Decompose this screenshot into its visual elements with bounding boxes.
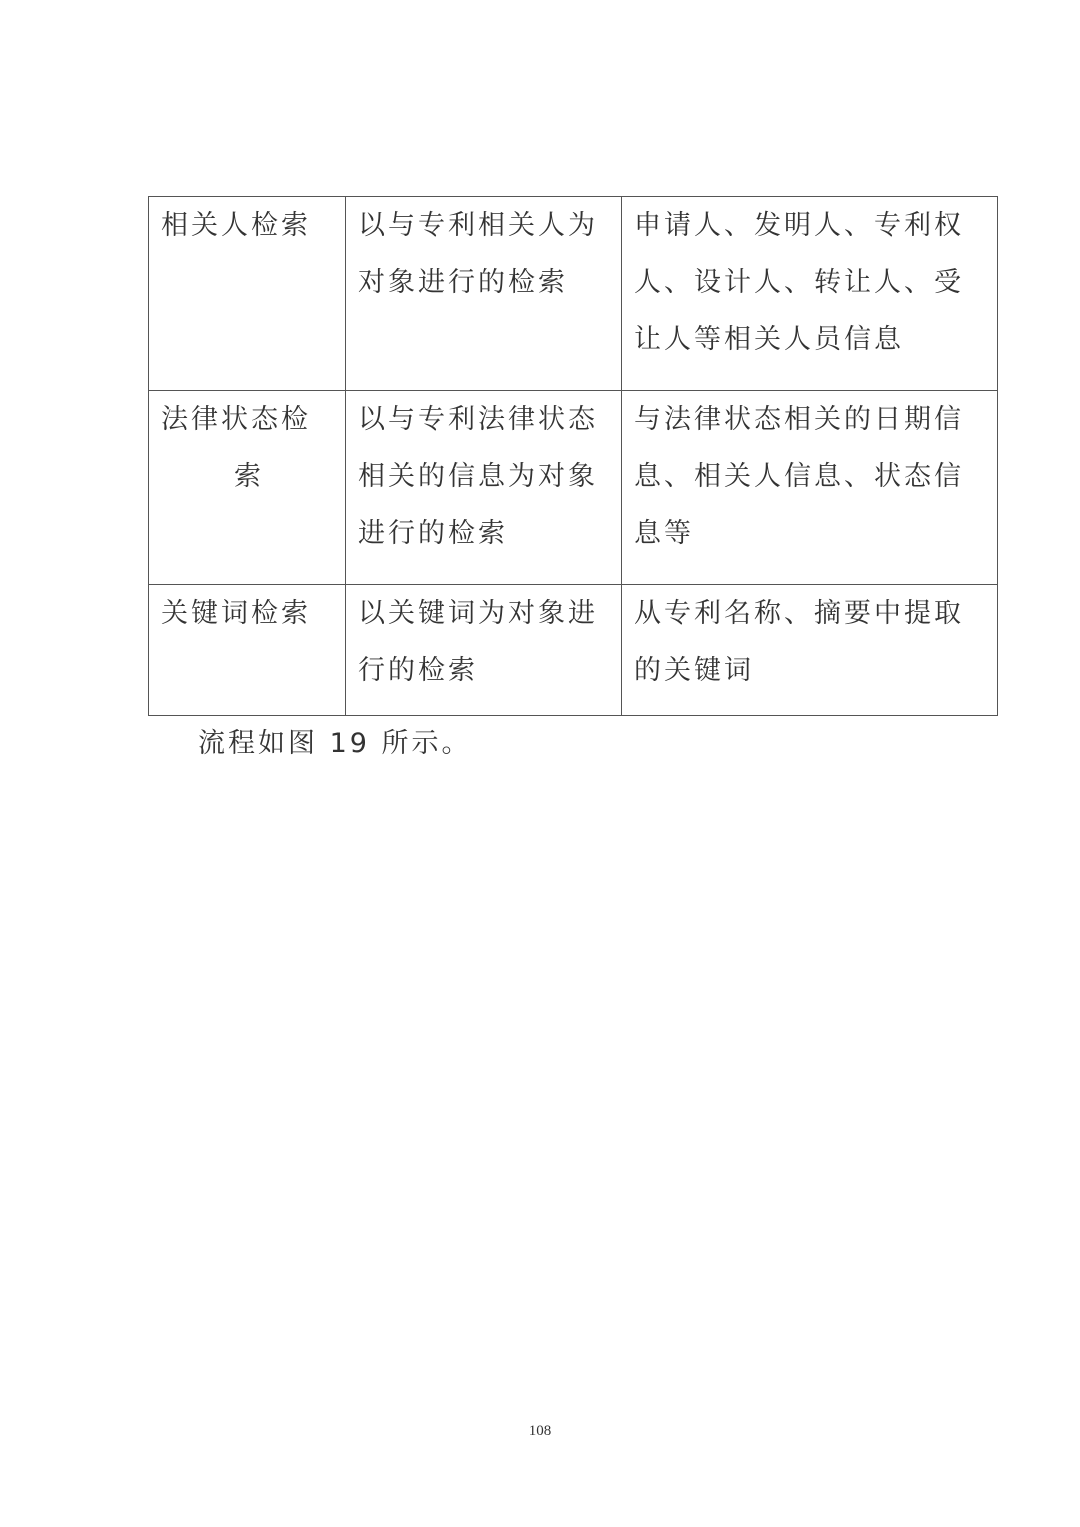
search-definition-text: 以关键词为对象进行的检索 — [358, 598, 598, 686]
search-definition-cell — [346, 585, 622, 716]
search-definition-text: 以与专利相关人为对象进行的检索 — [358, 210, 598, 298]
search-fields-text: 从专利名称、摘要中提取的关键词 — [634, 598, 964, 686]
search-type-table — [148, 196, 998, 716]
search-fields-cell — [622, 391, 998, 585]
search-fields-cell — [622, 585, 998, 716]
search-type-cell — [149, 391, 346, 585]
body-paragraph: 流程如图 19 所示。 — [198, 728, 472, 759]
search-fields-text: 与法律状态相关的日期信息、相关人信息、状态信息等 — [634, 404, 964, 549]
table-row — [149, 197, 998, 391]
search-definition-cell — [346, 197, 622, 391]
search-type-cell — [149, 197, 346, 391]
search-definition-cell — [346, 391, 622, 585]
table-row — [149, 391, 998, 585]
search-fields-cell — [622, 197, 998, 391]
table-row — [149, 585, 998, 716]
search-fields-text: 申请人、发明人、专利权人、设计人、转让人、受让人等相关人员信息 — [634, 210, 964, 355]
search-type-text: 法律状态检索 — [161, 404, 311, 492]
search-type-text: 相关人检索 — [161, 210, 311, 241]
search-type-text: 关键词检索 — [161, 598, 311, 629]
search-definition-text: 以与专利法律状态相关的信息为对象进行的检索 — [358, 404, 598, 549]
page-number: 108 — [528, 1423, 552, 1439]
search-type-cell — [149, 585, 346, 716]
